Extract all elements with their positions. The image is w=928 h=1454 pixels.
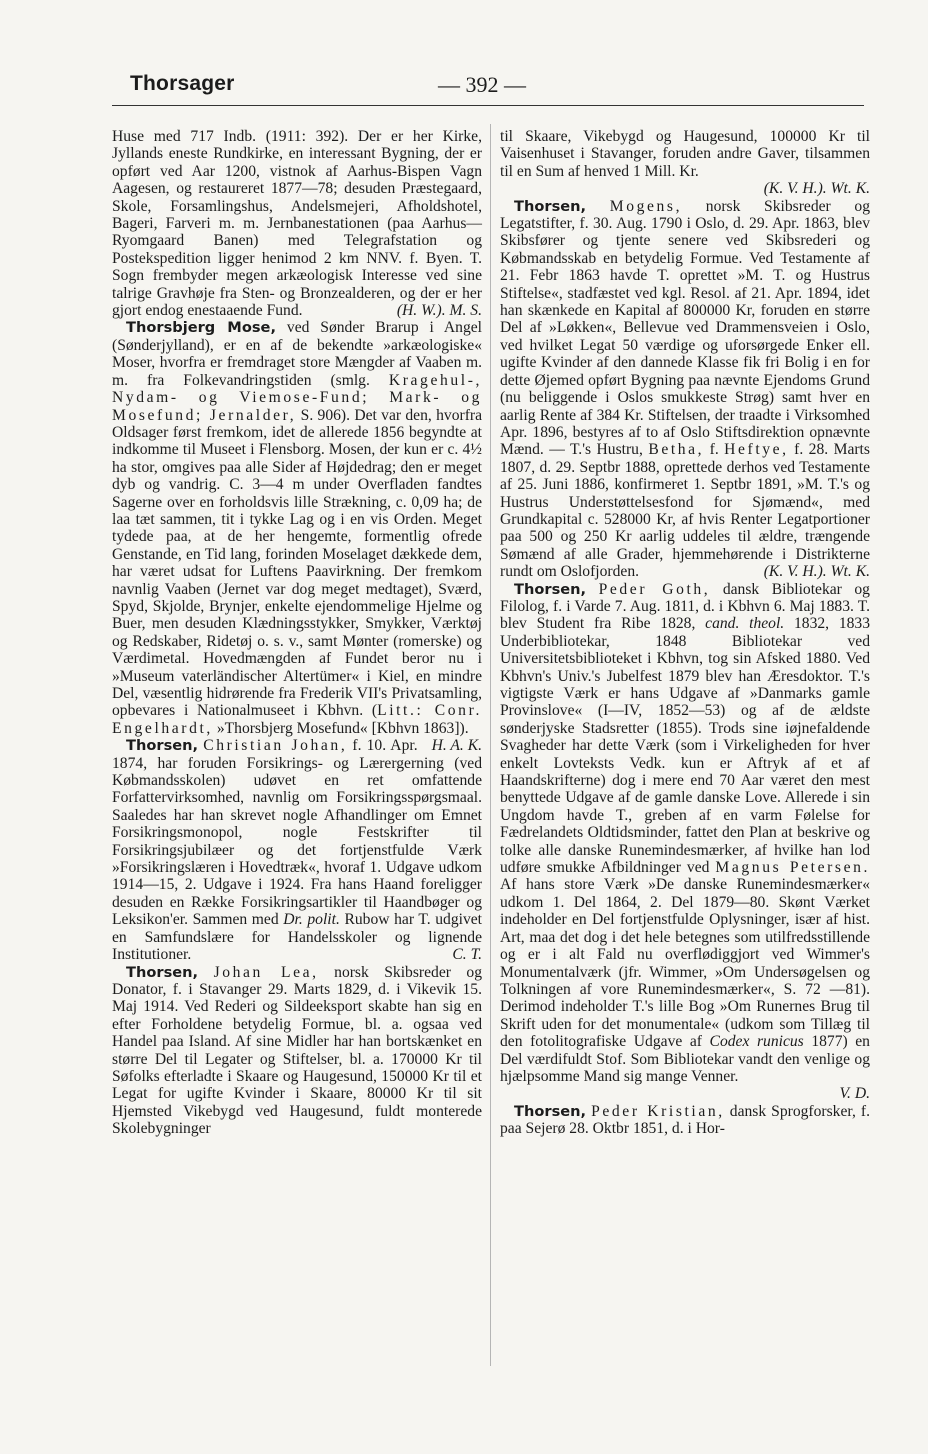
entry-text: f. 10. Apr. 1874, har foruden Forsikrings- og Lærergerning (ved Købmandsskolen) udøvet en ret omfattende Forfattervirksomhed, navnlig om Forsikringsspørgsmaal. Saaledes har han skrevet nogle Afhandlinger om Emnet Forsikringsmonopol, nogle Festskrifter til Forsikringsjubilæer og det fortjenstfulde Værk »Forsikringslæren i Hovedtræk«, hvoraf 1. Udgave udkom 1914—15, 2. Udgave i 1924. Fra hans Haand foreligger desuden en Række Forsikringsartikler til Haandbøger og Leksikon'er. Sammen med [112, 737, 482, 929]
entry-text: dansk Bibliotekar og Filolog, f. i Varde 7. Aug. 1811, d. i Kbhvn 6. Maj 1883. T. blev Student fra Ribe 1828, [500, 580, 870, 633]
italic-term: cand. theol. [705, 615, 785, 633]
entry-text: S. 906). Det var den, hvorfra Oldsager først fremkom, idet de allerede 1856 begyndte at indkomme til Museet i Flensborg. Mosen, der kun er c. 4½ ha stor, omgives paa alle Sider af Højdedrag; den er meget dyb og vandrig. C. 3—4 m under Overfladen fandtes Sagerne over en forholdsvis lille Strækning, c. 0,09 ha; de laa tæt sammen, tit i tykke Lag og i en vis Orden. Meget tydede paa, at de her hengemte, formentlig ofrede Genstande, en Tid lang, forinden Moselaget dækkede dem, har været udsat for Luftens Paavirkning. Der fremkom navnlig Vaaben (Jernet var dog meget medtaget), Sværd, Spyd, Skjolde, Brynjer, enkelte ejendommelige Hjelme og Buer, men desuden Klædningsstykker, Smykker, Værktøj og Redskaber, Ridetøj o. s. v., samt Mønter (romerske) og Værdimetal. Hovedmængden af Fundet beror nu i »Museum vaterländischer Altertümer« i Kiel, en mindre Del, væsentlig hidrørende fra Frederik VII's Privatsamling, opbevares i Nationalmuseet i Kbhvn. ( [112, 406, 483, 720]
author-signature: (K. V. H.). Wt. K. [763, 180, 870, 198]
entry-thorsen-mogens [500, 198, 870, 581]
left-column [112, 128, 482, 1138]
entry-text: dansk Sprogforsker, f. paa Sejerø 28. Oktbr 1851, d. i Hor- [500, 1102, 870, 1138]
column-divider [490, 124, 491, 1366]
entry-text: 1877) en Del værdifuldt Stof. Som Bibliotekar vandt den venlige og hjælpsomme Mand sig mange Venner. [500, 1033, 870, 1085]
person-name: Christian Johan, [203, 737, 348, 755]
entry-text: til Skaare, Vikebygd og Haugesund, 100000 Kr til Vaisenhuset i Stavanger, foruden andre Gaver, tilsammen til en Sum af henved 1 Mill. Kr. [500, 128, 870, 180]
headword: Thorsen, [514, 580, 587, 598]
headword: Thorsbjerg Mose, [126, 319, 276, 337]
author-signature: (H. W.). M. S. [396, 302, 482, 320]
headword: Thorsen, [514, 1102, 587, 1120]
entry-text: 1832, 1833 Underbibliotekar, 1848 Bibliotekar ved Universitetsbiblioteket i Kbhvn, tog sin Afsked 1880. Ved Kbhvn's Univ.'s Jubelfest 1879 blev han Æresdoktor. T.'s vigtigste Værk er hans Udgave af »Danmarks gamle Provinslove« (I—IV, 1852—53) og af de ældste sønderjyske Stadsretter (1855). Trods sine iøjnefaldende Svagheder har dette Værk (som i Virkeligheden for hver enkelt Lovteksts Vedk. kun er Aftryk af et af Haandskrifterne) dog i mere end 70 Aar været den mest benyttede Udgave af de gamle danske Love. Allerede i sin Ungdom havde T., greben af en varm Følelse for Fædrelandets Oldtidsminder, fattet den Plan at beskrive og tolke alle danske Runemindesmærker, af hvilke han lod udføre smukke Afbildninger ved [500, 615, 871, 877]
entry-text: Af hans store Værk »De danske Runemindesmærker« udkom 1. Del 1864, 2. Del 1879—80. Skønt Værket indeholder en Del fortjenstfulde Oplysninger, især af hist. Art, maa det dog i det hele betegnes som utilfredsstillende og er i alt Fald nu overflødiggjort ved Wimmer's Monumentalværk (jfr. Wimmer, »Om Undersøgelsen og Tolkningen af vore Runemindesmærker«, S. 72 —81). Derimod indeholder T.'s lille Bog »Om Runernes Brug til Skrift uden for det monumentale« (udkom som Tillæg til den fotolitografiske Udgave af [500, 876, 870, 1051]
person-name: Peder Kristian, [591, 1102, 725, 1120]
entry-thorsen-christian-johan [112, 737, 482, 963]
person-name: Heftye, [724, 441, 789, 459]
headword: Thorsen, [126, 737, 199, 755]
entry-thorsen-johan-lea-continued [500, 128, 870, 198]
headword: Thorsen, [514, 197, 587, 215]
person-name: Magnus Petersen. [715, 859, 870, 877]
italic-term: Codex runicus [709, 1033, 804, 1051]
entry-thorsen-peder-kristian [500, 1103, 870, 1138]
entry-thorsen-peder-goth [500, 581, 870, 1103]
entry-text: norsk Skibsreder og Legatstifter, f. 30. Aug. 1790 i Oslo, d. 29. Apr. 1863, blev Skibsfører og tjente senere ved Skibsrederi og Købmandsskab en betydelig Formue. Ved Testamente af 21. Febr 1863 havde T. oprettet »M. T. og Hustrus Stiftelse«, stadfæstet ved kgl. Resol. af 21. Apr. 1894, idet han skænkede en Kapital af 800000 Kr, foruden en større Del af »Løkken«, Bellevue ved Drammensveien i Oslo, ved hvilket Legat 50 værdige og uforsørgede Enker ell. ugifte Kvinder af den dannede Klasse fik fri Bolig i en for dette Øjemed opført Bygning paa nævnte Ejendoms Grund (nu beliggende i Oslos smukkeste Strøg) samt hver en aarlig Rente af 384 Kr. Stiftelsen, der traadte i Virksomhed Apr. 1896, bestyres af to af Oslo Stiftsdirektion opnævnte Mænd. — T.'s Hustru, [500, 197, 870, 459]
italic-term: Dr. polit. [283, 911, 340, 929]
author-signature: (K. V. H.). Wt. K. [763, 563, 870, 581]
entry-text: f. [709, 441, 719, 459]
entry-text: Huse med 717 Indb. (1911: 392). Der er her Kirke, Jyllands eneste Rundkirke, en interessant Bygning, der er opført ved Aar 1200, vistnok af Aarhus-Bispen Vagn Aagesen, og restaureret 1877—78; desuden Præstegaard, Skole, Forsamlingshus, Andelsmejeri, Afholdshotel, Bageri, Farveri m. m. Jernbanestationen (paa Aarhus—Ryomgaard Banen) med Telegrafstation og Postekspedition ligger henimod 2 km NNV. f. Byen. T. Sogn frembyder megen arkæologisk Interesse ved sine talrige Gravhøje fra Sten- og Bronzealderen, og der er her gjort endog enestaaende Fund. [112, 128, 482, 320]
person-name: Betha, [648, 441, 705, 459]
author-signature: V. D. [839, 1085, 870, 1103]
headword: Thorsen, [126, 963, 199, 981]
page-header [130, 72, 865, 102]
entry-text: ved Sønder Brarup i Angel (Sønderjylland), er en af de bekendte »arkæologiske« Moser, hvorfra er fremdraget store Mængder af Vaaben m. m. fra Folkevandringstiden (smlg. [112, 319, 482, 389]
entry-text: f. 28. Marts 1807, d. 29. Septbr 1888, oprettede derhos ved Testamente af 25. Juni 1886, konfirmeret 1. Septbr 1891, »M. T.'s og Hustrus Understøttelsesfond for Sjømænd«, med Grundkapital c. 528000 Kr, af hvis Renter Legatportioner paa 500 og 250 Kr aarlig uddeles til ældre, trængende Sømænd af alle Grader, hjemmehørende i Distrikterne rundt om Oslofjorden. [500, 441, 870, 581]
entry-text: norsk Skibsreder og Donator, f. i Stavanger 29. Marts 1829, d. i Vikevik 15. Maj 1914. Ved Rederi og Sildeeksport skabte han sig en efter Forholdene betydelig Formue, bl. a. ogsaa ved Handel paa Island. Af sine Midler har han bortskænket en større Del til Legater og Stiftelser, bl. a. 170000 Kr til Søfolks efterladte i Skaare og Haugesund, 150000 Kr til et Legat for ugifte Kvinder i Skaare, 80000 Kr til sit Hjemsted Vikebygd ved Haugesund, fuldt monterede Skolebygninger [112, 963, 482, 1138]
entry-thorsager-continued [112, 128, 482, 319]
literature-reference: Litt.: Conr. Engelhardt, [112, 702, 482, 737]
header-rule [112, 105, 864, 106]
cross-reference: Kragehul-, Nydam- og Viemose-Fund; Mark- og Mosefund; Jernalder, [112, 371, 482, 424]
author-signature: H. A. K. [431, 737, 482, 755]
page-number: — 392 — [438, 72, 526, 97]
running-head: Thorsager [130, 72, 235, 95]
author-signature: C. T. [452, 946, 482, 964]
person-name: Johan Lea, [213, 963, 319, 981]
person-name: Mogens, [609, 197, 683, 215]
right-column [500, 128, 870, 1138]
entry-text: »Thorsbjerg Mosefund« [Kbhvn 1863]). [216, 719, 469, 737]
entry-text: Rubow har T. udgivet en Samfundslære for Handelsskoler og lignende Institutioner. [112, 911, 483, 964]
person-name: Peder Goth, [598, 580, 711, 598]
entry-thorsen-johan-lea [112, 964, 482, 1138]
